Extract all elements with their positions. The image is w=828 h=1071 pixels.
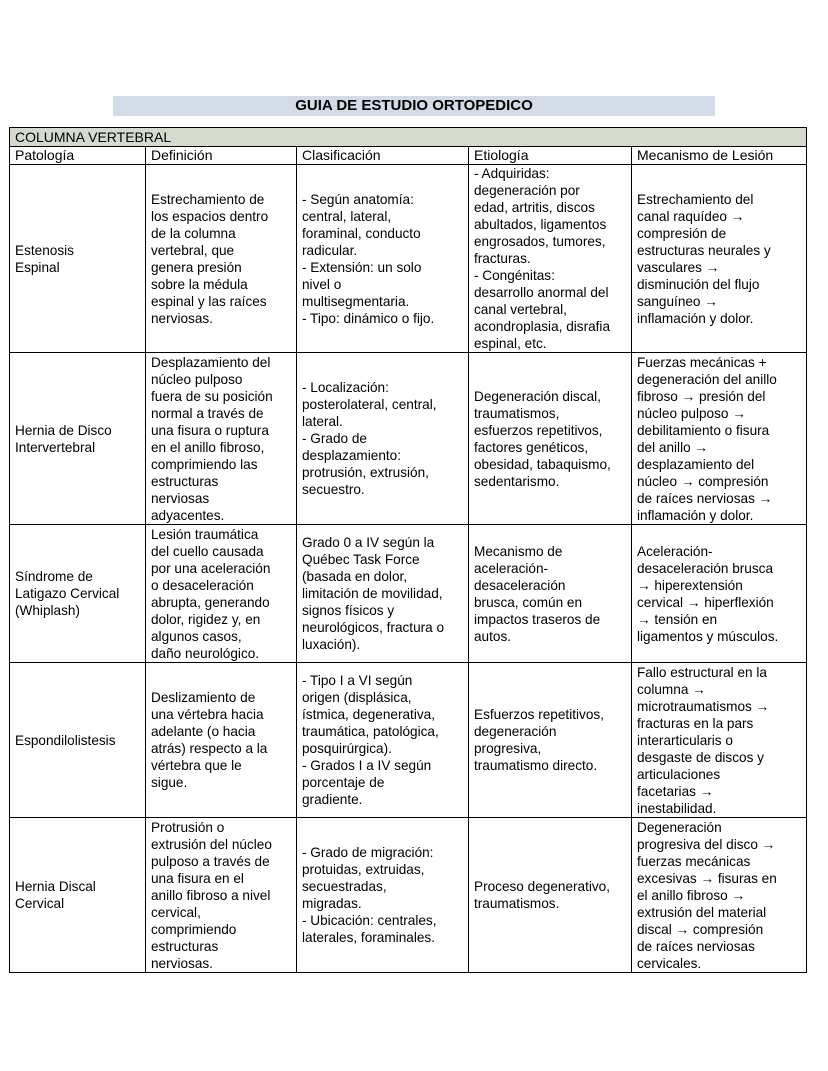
section-header-row bbox=[10, 128, 807, 147]
etiology-cell: Proceso degenerativo, traumatismos. bbox=[469, 818, 632, 973]
pathology-cell: Estenosis Espinal bbox=[10, 165, 146, 353]
table-row bbox=[10, 818, 807, 973]
mechanism-cell: Degeneración progresiva del disco → fuerzas mecánicas excesivas → fisuras en el anillo fibroso → extrusión del material discal → compresión de raíces nerviosas cervicales. bbox=[632, 818, 807, 973]
definition-cell: Estrechamiento de los espacios dentro de la columna vertebral, que genera presión sobre la médula espinal y las raíces nerviosas. bbox=[146, 165, 297, 353]
table-row bbox=[10, 165, 807, 353]
table-row bbox=[10, 525, 807, 663]
pathology-cell: Hernia Discal Cervical bbox=[10, 818, 146, 973]
pathology-cell: Hernia de Disco Intervertebral bbox=[10, 353, 146, 525]
document-title: GUIA DE ESTUDIO ORTOPEDICO bbox=[113, 96, 715, 116]
classification-cell: - Tipo I a VI según origen (displásica, ístmica, degenerativa, traumática, patológica, posquirúrgica). - Grados I a IV según porcentaje de gradiente. bbox=[297, 663, 469, 818]
definition-cell: Deslizamiento de una vértebra hacia adelante (o hacia atrás) respecto a la vértebra que le sigue. bbox=[146, 663, 297, 818]
definition-cell: Protrusión o extrusión del núcleo pulposo a través de una fisura en el anillo fibroso a nivel cervical, comprimiendo estructuras nerviosas. bbox=[146, 818, 297, 973]
pathology-cell: Espondilolistesis bbox=[10, 663, 146, 818]
etiology-cell: Esfuerzos repetitivos, degeneración progresiva, traumatismo directo. bbox=[469, 663, 632, 818]
column-header-mechanism: Mecanismo de Lesión bbox=[632, 147, 807, 165]
etiology-cell: Mecanismo de aceleración- desaceleración brusca, común en impactos traseros de autos. bbox=[469, 525, 632, 663]
table-row bbox=[10, 663, 807, 818]
etiology-cell: Degeneración discal, traumatismos, esfuerzos repetitivos, factores genéticos, obesidad, tabaquismo, sedentarismo. bbox=[469, 353, 632, 525]
column-header-classification: Clasificación bbox=[297, 147, 469, 165]
classification-cell: Grado 0 a IV según la Québec Task Force (basada en dolor, limitación de movilidad, signos físicos y neurológicos, fractura o luxación). bbox=[297, 525, 469, 663]
column-header-definition: Definición bbox=[146, 147, 297, 165]
column-header-pathology: Patología bbox=[10, 147, 146, 165]
table-row bbox=[10, 353, 807, 525]
pathology-cell: Síndrome de Latigazo Cervical (Whiplash) bbox=[10, 525, 146, 663]
classification-cell: - Según anatomía: central, lateral, foraminal, conducto radicular. - Extensión: un solo nivel o multisegmentaria. - Tipo: dinámico o fijo. bbox=[297, 165, 469, 353]
classification-cell: - Localización: posterolateral, central, lateral. - Grado de desplazamiento: protrusión, extrusión, secuestro. bbox=[297, 353, 469, 525]
etiology-cell: - Adquiridas: degeneración por edad, artritis, discos abultados, ligamentos engrosados, tumores, fracturas. - Congénitas: desarrollo anormal del canal vertebral, acondroplasia, disrafia espinal, etc. bbox=[469, 165, 632, 353]
column-header-etiology: Etiología bbox=[469, 147, 632, 165]
column-header-row bbox=[10, 147, 807, 165]
mechanism-cell: Fallo estructural en la columna → microtraumatismos → fracturas en la pars interarticularis o desgaste de discos y articulaciones facetarias → inestabilidad. bbox=[632, 663, 807, 818]
mechanism-cell: Estrechamiento del canal raquídeo → compresión de estructuras neurales y vasculares → disminución del flujo sanguíneo → inflamación y dolor. bbox=[632, 165, 807, 353]
mechanism-cell: Aceleración- desaceleración brusca → hiperextensión cervical → hiperflexión → tensión en ligamentos y músculos. bbox=[632, 525, 807, 663]
section-title: COLUMNA VERTEBRAL bbox=[10, 128, 807, 147]
mechanism-cell: Fuerzas mecánicas + degeneración del anillo fibroso → presión del núcleo pulposo → debilitamiento o fisura del anillo → desplazamiento del núcleo → compresión de raíces nerviosas → inflamación y dolor. bbox=[632, 353, 807, 525]
definition-cell: Desplazamiento del núcleo pulposo fuera de su posición normal a través de una fisura o ruptura en el anillo fibroso, comprimiendo las estructuras nerviosas adyacentes. bbox=[146, 353, 297, 525]
study-guide-table bbox=[9, 127, 807, 973]
definition-cell: Lesión traumática del cuello causada por una aceleración o desaceleración abrupta, generando dolor, rigidez y, en algunos casos, daño neurológico. bbox=[146, 525, 297, 663]
classification-cell: - Grado de migración: protuidas, extruidas, secuestradas, migradas. - Ubicación: centrales, laterales, foraminales. bbox=[297, 818, 469, 973]
